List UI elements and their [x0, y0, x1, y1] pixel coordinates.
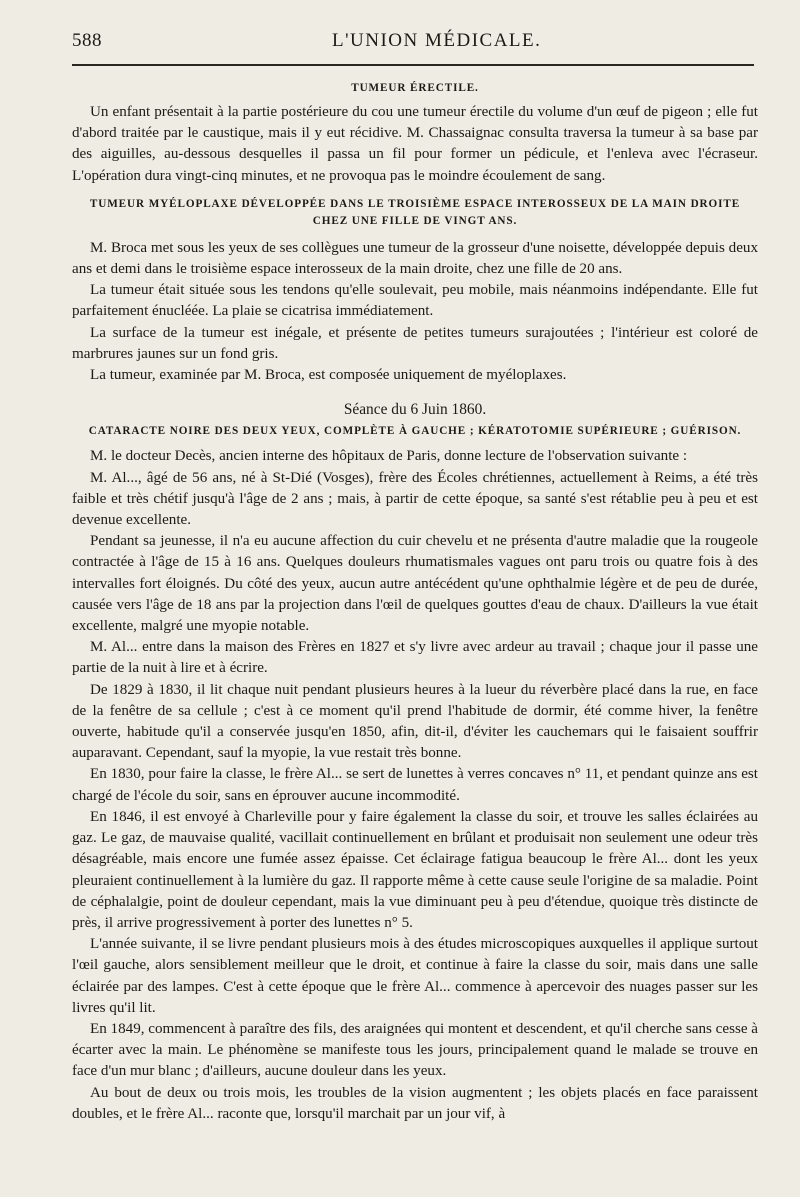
seance-title: Séance du 6 Juin 1860. — [343, 401, 487, 419]
page-header — [72, 30, 760, 60]
paragraph: De 1829 à 1830, il lit chaque nuit pendant plusieurs heures à la lueur du réverbère placé dans la rue, en face de la fenêtre de sa cellule ; c'est à ce moment qu'il prend l'habitude de dormir, été comme hiver, la fenêtre ouverte, habitude qu'il a conservée jusqu'en 1850, afin, dit-il, d'éviter les cauchemars qui le faisaient souffrir auparavant. Cependant, sauf la myopie, la vue restait très bonne. — [72, 681, 758, 762]
section-title-cataracte: CATARACTE NOIRE DES DEUX YEUX, COMPLÈTE À GAUCHE ; KÉRATOTOMIE SUPÉRIEURE ; GUÉRISON. — [88, 425, 742, 438]
paragraph: Un enfant présentait à la partie postérieure du cou une tumeur érectile du volume d'un œuf de pigeon ; elle fut d'abord traitée par le caustique, mais il y eut récidive. M. Chassaignac consulta traversa la tumeur à sa base par des aiguilles, au-dessous desquelles il passa un fil pour former un pédicule, et l'enleva avec l'écraseur. L'opération dura vingt-cinq minutes, et ne provoqua pas le moindre écoulement de sang. — [72, 104, 758, 184]
header-rule — [72, 64, 754, 66]
paragraph: L'année suivante, il se livre pendant plusieurs mois à des études microscopiques auxquelles il applique surtout l'œil gauche, alors sensiblement meilleur que le droit, et continue à faire la classe du soir, mais dans une salle éclairée par des lampes. C'est à cette époque que le frère Al... commence à apercevoir des nuages passer sur les livres qu'il lit. — [72, 936, 758, 1016]
paragraph: En 1846, il est envoyé à Charleville pour y faire également la classe du soir, et trouve les salles éclairées au gaz. Le gaz, de mauvaise qualité, vacillait continuellement en brûlant et produisait non seulement une odeur très désagréable, mais encore une fumée assez épaisse. Cet éclairage fatigua beaucoup le frère Al... dont les yeux pleuraient continuellement à la lumière du gaz. Il rapporte même à cette cause seule l'origine de sa maladie. Point de céphalalgie, point de douleur cependant, mais la vue diminuant peu à peu d'étendue, quoique très distincte de près, il arrive progressivement à porter des lunettes n° 5. — [72, 808, 758, 931]
paragraph: Au bout de deux ou trois mois, les troubles de la vision augmentent ; les objets placés en face paraissent doubles, et le frère Al... raconte que, lorsqu'il marchait par un jour vif, à — [72, 1084, 758, 1122]
paragraph: La surface de la tumeur est inégale, et présente de petites tumeurs surajoutées ; l'intérieur est coloré de marbrures jaunes sur un fond gris. — [72, 324, 758, 362]
section-title-tumeur-myeloplaxe: TUMEUR MYÉLOPLAXE DÉVELOPPÉE DANS LE TROISIÈME ESPACE INTEROSSEUX DE LA MAIN DROITE CHEZ UNE FILLE DE VINGT ANS. — [89, 197, 741, 227]
paragraph: Pendant sa jeunesse, il n'a eu aucune affection du cuir chevelu et ne présenta d'autre maladie que la rougeole contractée à l'âge de 15 à 16 ans. Quelques douleurs rhumatismales vagues ont paru trois ou quatre fois à des intervalles fort éloignés. Du côté des yeux, aucun autre antécédent qu'une ophthalmie légère et de peu de durée, causée vers l'âge de 18 ans par la projection dans l'œil de quelques gouttes d'eau de chaux. D'ailleurs la vue était excellente, malgré une myopie notable. — [72, 533, 758, 635]
paragraph: En 1830, pour faire la classe, le frère Al... se sert de lunettes à verres concaves n° 11, et pendant quinze ans est chargé de l'école du soir, sans en éprouver aucune incommodité. — [72, 766, 758, 804]
running-title: L'UNION MÉDICALE. — [332, 30, 542, 51]
paragraph: M. Al..., âgé de 56 ans, né à St-Dié (Vosges), frère des Écoles chrétiennes, actuellement à Reims, a été très faible et très chétif jusqu'à l'âge de 2 ans ; mais, à partir de cette époque, sa santé s'est rétablie peu à peu et est devenue excellente. — [72, 469, 758, 529]
article-body — [72, 76, 758, 1125]
paragraph: En 1849, commencent à paraître des fils, des araignées qui montent et descendent, et qu'il cherche sans cesse à écarter avec la main. Le phénomène se manifeste tous les jours, principalement quand le malade se trouve en face d'un mur blanc ; d'ailleurs, aucune douleur dans les yeux. — [72, 1020, 758, 1080]
paragraph: M. le docteur Decès, ancien interne des hôpitaux de Paris, donne lecture de l'observation suivante : — [90, 448, 688, 465]
paragraph: La tumeur était située sous les tendons qu'elle soulevait, peu mobile, mais néanmoins indépendante. Elle fut parfaitement énucléée. La plaie se cicatrisa immédiatement. — [72, 282, 758, 320]
paragraph: M. Broca met sous les yeux de ses collègues une tumeur de la grosseur d'une noisette, développée depuis deux ans et demi dans le troisième espace interosseux de la main droite, chez une fille de 20 ans. — [72, 239, 758, 278]
section-title-tumeur-erectile: TUMEUR ÉRECTILE. — [351, 82, 479, 94]
paragraph: La tumeur, examinée par M. Broca, est composée uniquement de myéloplaxes. — [90, 367, 567, 384]
paragraph: M. Al... entre dans la maison des Frères en 1827 et s'y livre avec ardeur au travail ; chaque jour il passe une partie de la nuit à lire et à écrire. — [72, 639, 758, 677]
page-number: 588 — [72, 30, 102, 51]
